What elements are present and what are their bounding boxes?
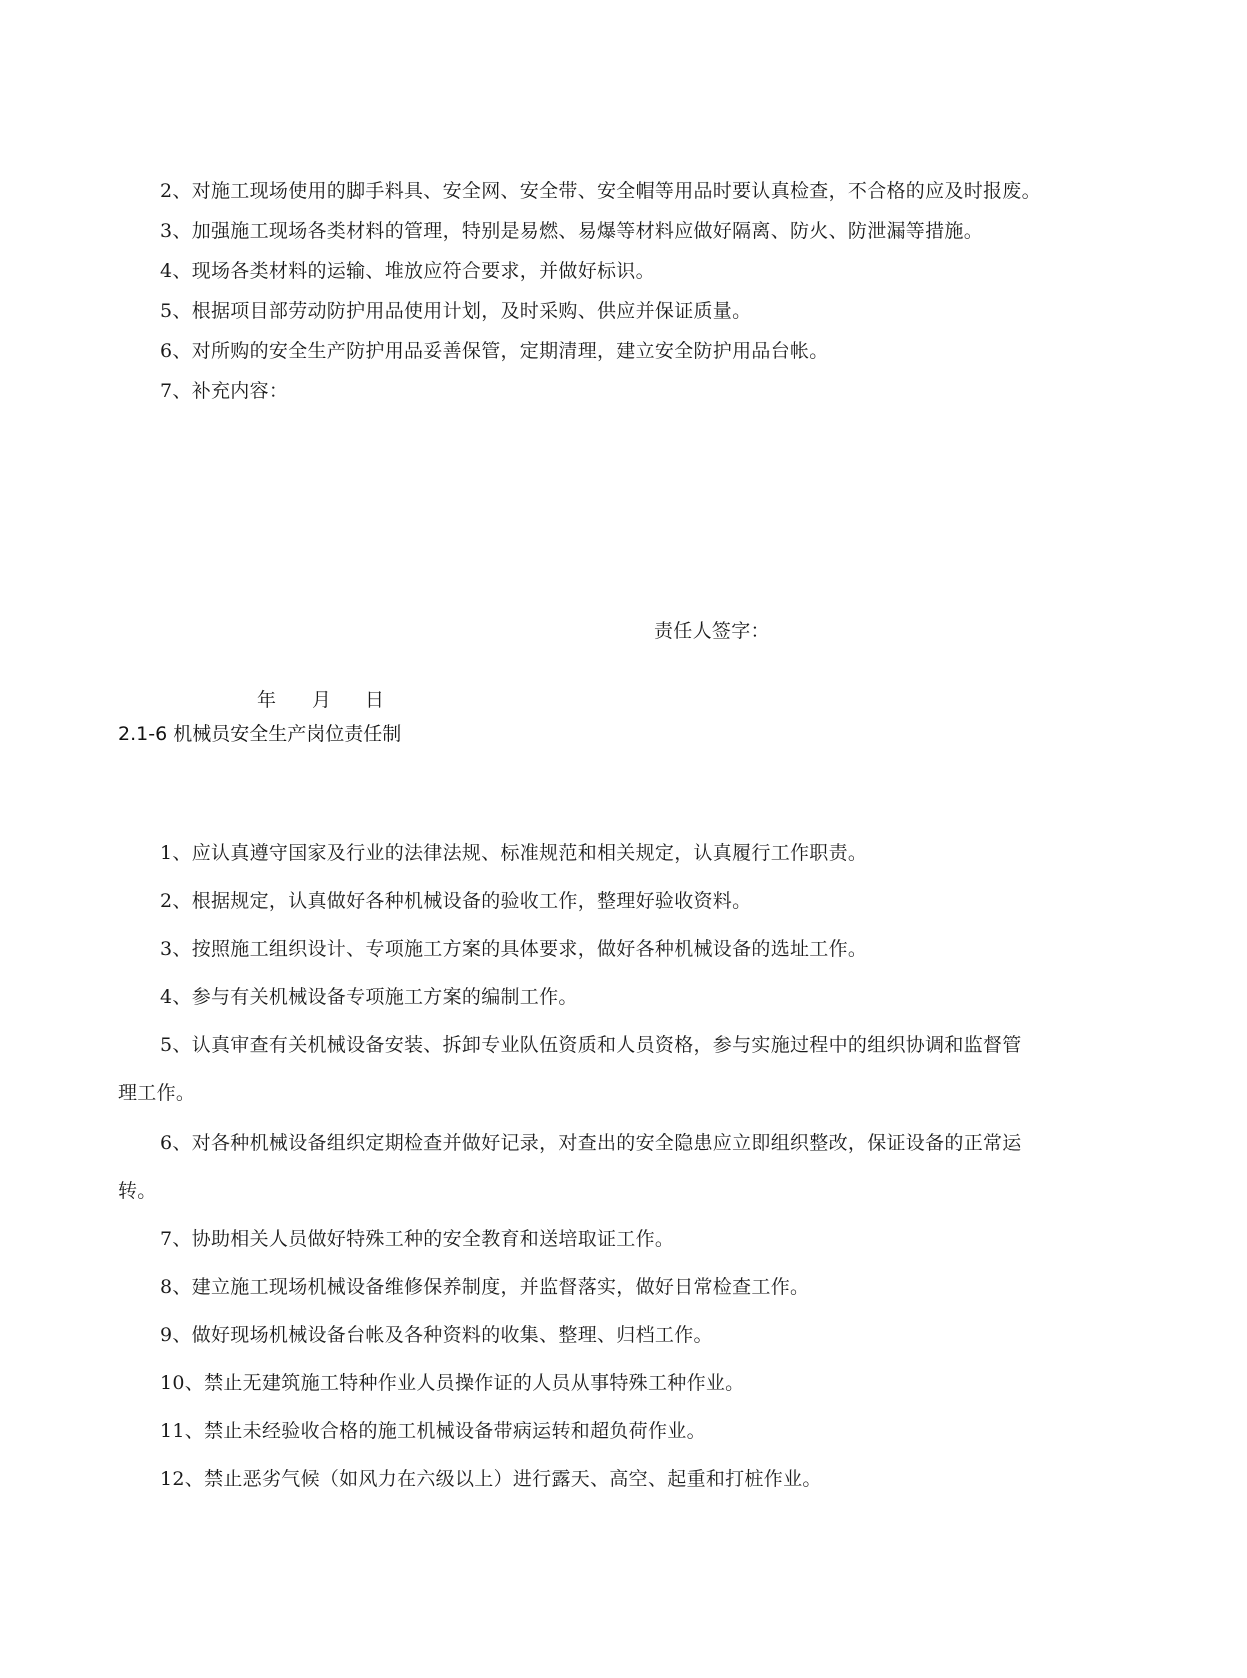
list-item: 5、根据项目部劳动防护用品使用计划，及时采购、供应并保证质量。 [160,300,752,322]
list-item: 3、按照施工组织设计、专项施工方案的具体要求，做好各种机械设备的选址工作。 [160,938,868,960]
date-year-label: 年 [257,689,277,711]
signature-label: 责任人签字： [654,620,770,642]
list-item: 11、禁止未经验收合格的施工机械设备带病运转和超负荷作业。 [160,1420,706,1442]
list-item: 2、根据规定，认真做好各种机械设备的验收工作，整理好验收资料。 [160,890,752,912]
list-item: 3、加强施工现场各类材料的管理，特别是易燃、易爆等材料应做好隔离、防火、防泄漏等措施。 [160,220,983,242]
list-item: 6、对所购的安全生产防护用品妥善保管，定期清理，建立安全防护用品台帐。 [160,340,829,362]
list-item: 6、对各种机械设备组织定期检查并做好记录，对查出的安全隐患应立即组织整改，保证设备的正常运 [160,1132,1022,1154]
list-item: 2、对施工现场使用的脚手料具、安全网、安全带、安全帽等用品时要认真检查，不合格的应及时报废。 [160,180,1041,202]
list-item-continuation: 理工作。 [118,1082,196,1104]
date-month-label: 月 [312,689,332,711]
date-day-label: 日 [365,689,385,711]
list-item: 7、补充内容： [160,380,289,402]
list-item: 4、现场各类材料的运输、堆放应符合要求，并做好标识。 [160,260,655,282]
list-item: 1、应认真遵守国家及行业的法律法规、标准规范和相关规定，认真履行工作职责。 [160,842,868,864]
list-item: 4、参与有关机械设备专项施工方案的编制工作。 [160,986,578,1008]
list-item-continuation: 转。 [118,1180,157,1202]
section-heading: 2.1-6 机械员安全生产岗位责任制 [118,723,402,745]
list-item: 9、做好现场机械设备台帐及各种资料的收集、整理、归档工作。 [160,1324,713,1346]
list-item: 12、禁止恶劣气候（如风力在六级以上）进行露天、高空、起重和打桩作业。 [160,1468,822,1490]
list-item: 7、协助相关人员做好特殊工种的安全教育和送培取证工作。 [160,1228,675,1250]
list-item: 10、禁止无建筑施工特种作业人员操作证的人员从事特殊工种作业。 [160,1372,745,1394]
list-item: 8、建立施工现场机械设备维修保养制度，并监督落实，做好日常检查工作。 [160,1276,810,1298]
list-item: 5、认真审查有关机械设备安装、拆卸专业队伍资质和人员资格，参与实施过程中的组织协调和监督管 [160,1034,1022,1056]
